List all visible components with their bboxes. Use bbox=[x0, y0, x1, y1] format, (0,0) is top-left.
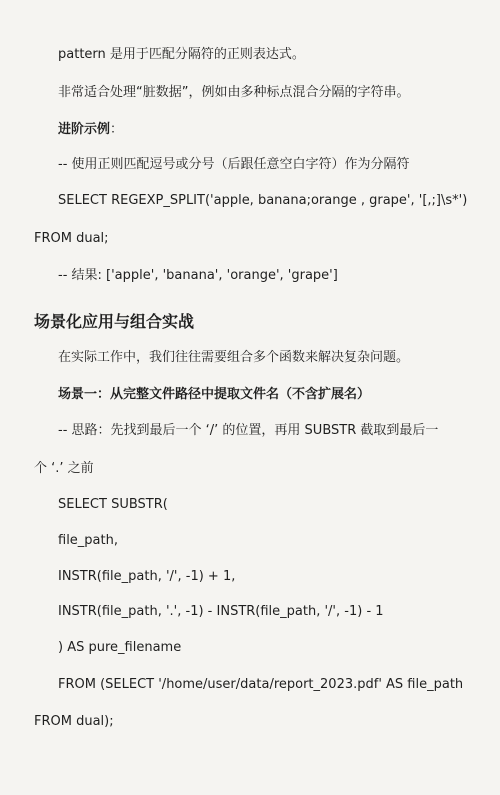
paragraph-dirty-data: 非常适合处理“脏数据”，例如由多种标点混合分隔的字符串。 bbox=[58, 85, 410, 100]
section-heading: 场景化应用与组合实战 bbox=[34, 312, 195, 331]
code-from-dual-close: FROM dual); bbox=[34, 714, 114, 729]
code-select-regexp-split: SELECT REGEXP_SPLIT('apple, banana;orange , grape', '[,;]\s*') bbox=[58, 193, 468, 208]
advanced-example-title: 进阶示例 bbox=[58, 122, 111, 137]
advanced-example-label bbox=[58, 122, 123, 138]
code-comment-result: -- 结果: ['apple', 'banana', 'orange', 'grape'] bbox=[58, 268, 338, 283]
advanced-example-colon: ： bbox=[110, 122, 124, 137]
code-comment-regex: -- 使用正则匹配逗号或分号（后跟任意空白字符）作为分隔符 bbox=[58, 157, 410, 172]
code-comment-approach-continued: 个 ‘.’ 之前 bbox=[34, 461, 94, 476]
code-instr-start: INSTR(file_path, '/', -1) + 1, bbox=[58, 569, 236, 584]
code-from-subquery: FROM (SELECT '/home/user/data/report_2023.pdf' AS file_path bbox=[58, 677, 464, 692]
scenario-one-title: 场景一：从完整文件路径中提取文件名（不含扩展名） bbox=[58, 387, 371, 402]
code-file-path-arg: file_path, bbox=[58, 533, 118, 548]
paragraph-pattern-description: pattern 是用于匹配分隔符的正则表达式。 bbox=[58, 47, 305, 62]
code-comment-approach: -- 思路：先找到最后一个 ‘/’ 的位置，再用 SUBSTR 截取到最后一 bbox=[58, 423, 439, 438]
code-from-dual: FROM dual; bbox=[34, 231, 109, 246]
paragraph-combine-functions: 在实际工作中，我们往往需要组合多个函数来解决复杂问题。 bbox=[58, 350, 410, 365]
code-as-pure-filename: ) AS pure_filename bbox=[58, 640, 182, 655]
code-select-substr: SELECT SUBSTR( bbox=[58, 497, 168, 512]
code-instr-length: INSTR(file_path, '.', -1) - INSTR(file_path, '/', -1) - 1 bbox=[58, 604, 384, 619]
